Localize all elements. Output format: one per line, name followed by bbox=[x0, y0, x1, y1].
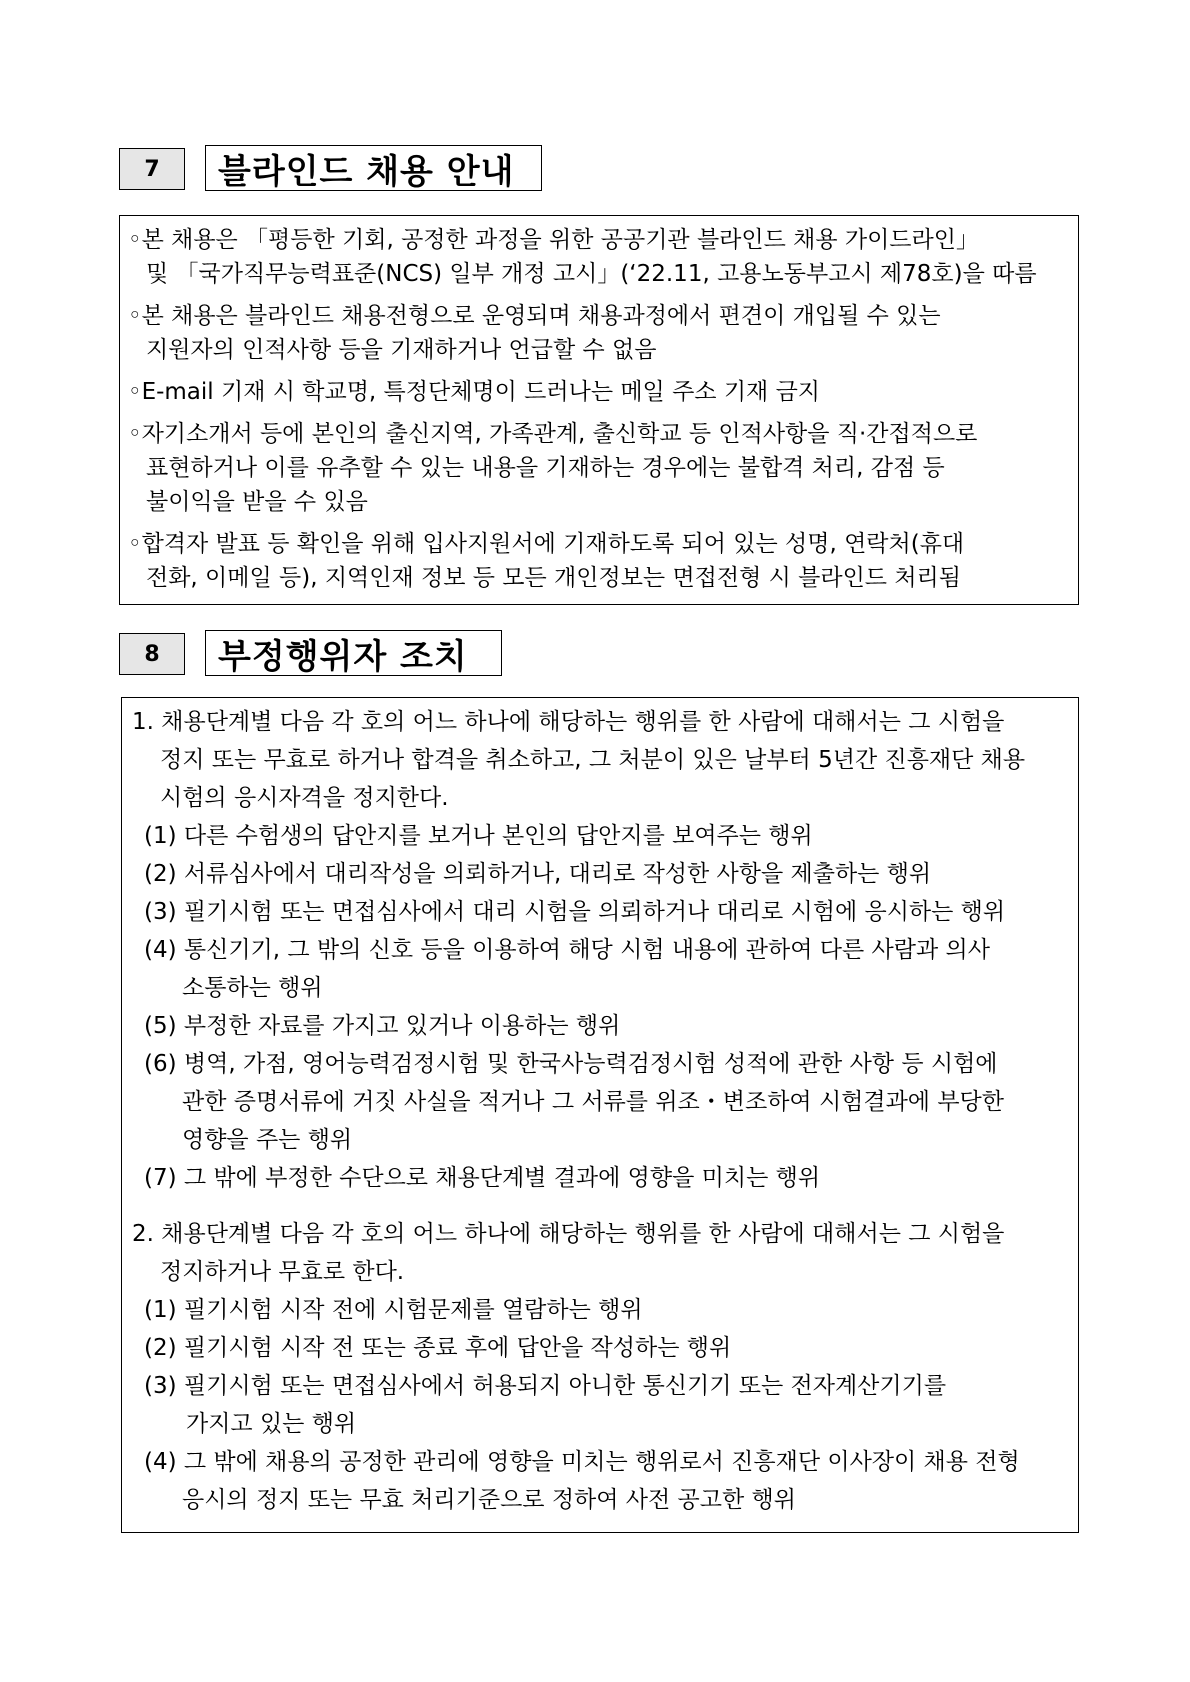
text-line: 전화, 이메일 등), 지역인재 정보 등 모든 개인정보는 면접전형 시 블라인드 처리됨 bbox=[146, 565, 961, 591]
section-8-title: 부정행위자 조치 bbox=[205, 630, 502, 676]
text-line: 가지고 있는 행위 bbox=[186, 1411, 357, 1437]
section-7-number: 7 bbox=[119, 148, 185, 190]
text-line: (4) 그 밖에 채용의 공정한 관리에 영향을 미치는 행위로서 진흥재단 이사장이 채용 전형 bbox=[144, 1449, 1020, 1475]
text-line: (4) 통신기기, 그 밖의 신호 등을 이용하여 해당 시험 내용에 관하여 다른 사람과 의사 bbox=[144, 937, 990, 963]
section-7-content bbox=[119, 215, 1079, 605]
text-line: (3) 필기시험 또는 면접심사에서 대리 시험을 의뢰하거나 대리로 시험에 응시하는 행위 bbox=[144, 899, 1006, 925]
text-line: 및 「국가직무능력표준(NCS) 일부 개정 고시」(‘22.11, 고용노동부고시 제78호)을 따름 bbox=[146, 261, 1037, 287]
text-line: ◦본 채용은 「평등한 기회, 공정한 과정을 위한 공공기관 블라인드 채용 가이드라인」 bbox=[128, 227, 979, 253]
text-line: 1. 채용단계별 다음 각 호의 어느 하나에 해당하는 행위를 한 사람에 대해서는 그 시험을 bbox=[132, 709, 1005, 735]
text-line: 응시의 정지 또는 무효 처리기준으로 정하여 사전 공고한 행위 bbox=[182, 1487, 796, 1513]
text-line: 정지 또는 무효로 하거나 합격을 취소하고, 그 처분이 있은 날부터 5년간 진흥재단 채용 bbox=[160, 747, 1026, 773]
text-line: ◦본 채용은 블라인드 채용전형으로 운영되며 채용과정에서 편견이 개입될 수 있는 bbox=[128, 303, 941, 329]
text-line: (5) 부정한 자료를 가지고 있거나 이용하는 행위 bbox=[144, 1013, 621, 1039]
text-line: (1) 필기시험 시작 전에 시험문제를 열람하는 행위 bbox=[144, 1297, 643, 1323]
text-line: (7) 그 밖에 부정한 수단으로 채용단계별 결과에 영향을 미치는 행위 bbox=[144, 1165, 821, 1191]
text-line: 지원자의 인적사항 등을 기재하거나 언급할 수 없음 bbox=[146, 337, 657, 363]
text-line: ◦자기소개서 등에 본인의 출신지역, 가족관계, 출신학교 등 인적사항을 직·간접적으로 bbox=[128, 421, 978, 447]
section-8-content bbox=[121, 697, 1079, 1533]
text-line: 시험의 응시자격을 정지한다. bbox=[160, 785, 449, 811]
text-line: (2) 서류심사에서 대리작성을 의뢰하거나, 대리로 작성한 사항을 제출하는 행위 bbox=[144, 861, 932, 887]
text-line: 관한 증명서류에 거짓 사실을 적거나 그 서류를 위조・변조하여 시험결과에 부당한 bbox=[182, 1089, 1004, 1115]
text-line: (1) 다른 수험생의 답안지를 보거나 본인의 답안지를 보여주는 행위 bbox=[144, 823, 813, 849]
text-line: 불이익을 받을 수 있음 bbox=[146, 489, 368, 515]
text-line: ◦E-mail 기재 시 학교명, 특정단체명이 드러나는 메일 주소 기재 금지 bbox=[128, 379, 821, 405]
text-line: (2) 필기시험 시작 전 또는 종료 후에 답안을 작성하는 행위 bbox=[144, 1335, 732, 1361]
text-line: 영향을 주는 행위 bbox=[182, 1127, 353, 1153]
text-line: 표현하거나 이를 유추할 수 있는 내용을 기재하는 경우에는 불합격 처리, 감점 등 bbox=[146, 455, 945, 481]
text-line: (3) 필기시험 또는 면접심사에서 허용되지 아니한 통신기기 또는 전자계산기기를 bbox=[144, 1373, 947, 1399]
section-8-number: 8 bbox=[119, 633, 185, 675]
text-line: ◦합격자 발표 등 확인을 위해 입사지원서에 기재하도록 되어 있는 성명, 연락처(휴대 bbox=[128, 531, 965, 557]
text-line: 소통하는 행위 bbox=[182, 975, 323, 1001]
section-7-title: 블라인드 채용 안내 bbox=[205, 145, 542, 191]
text-line: 정지하거나 무효로 한다. bbox=[160, 1259, 405, 1285]
text-line: (6) 병역, 가점, 영어능력검정시험 및 한국사능력검정시험 성적에 관한 사항 등 시험에 bbox=[144, 1051, 998, 1077]
text-line: 2. 채용단계별 다음 각 호의 어느 하나에 해당하는 행위를 한 사람에 대해서는 그 시험을 bbox=[132, 1221, 1005, 1247]
